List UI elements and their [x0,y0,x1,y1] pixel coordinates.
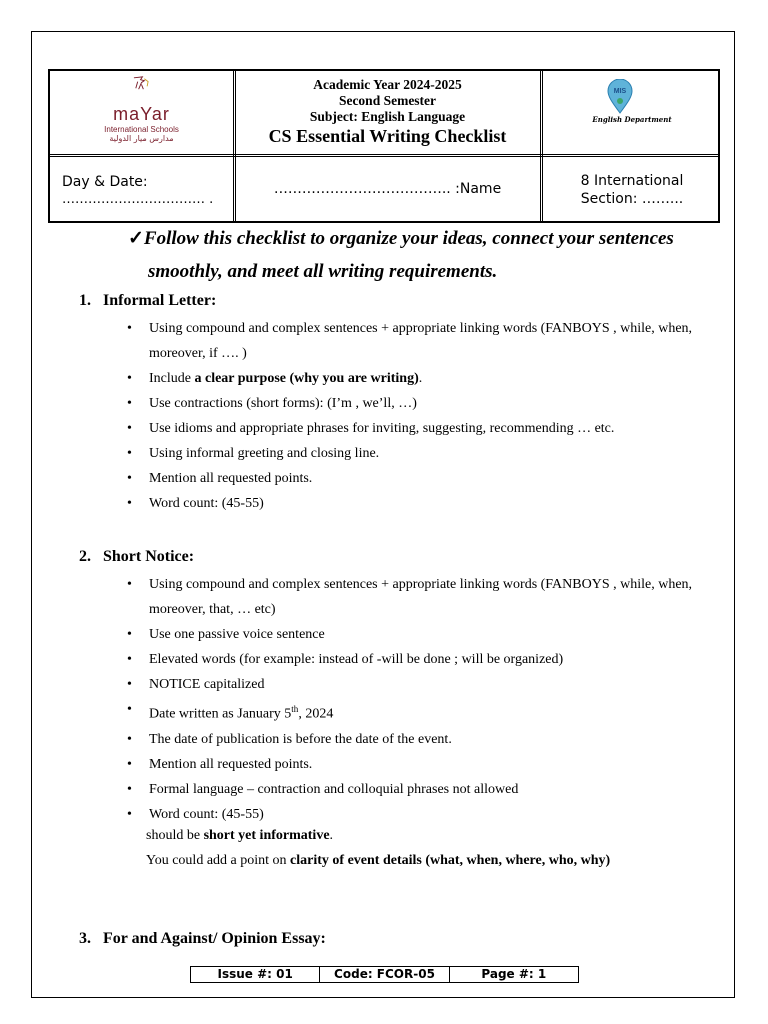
intro-text [128,222,738,288]
mis-badge-icon [605,79,635,115]
list-item: • Include a clear purpose (why you are writing). [127,366,717,391]
logo-arabic: مدارس ميار الدولية [109,134,174,143]
department-text: English Department [592,115,672,124]
short-notice-list [127,572,717,827]
logo-name: maYar [113,104,170,124]
name-field[interactable]: ……………………………….. :Name [273,181,502,197]
list-item: • Date written as January 5th, 2024 [127,697,717,727]
list-item: • Elevated words (for example: instead of -will be done ; will be organized) [127,647,717,672]
day-date-field[interactable] [50,157,233,221]
section-title: 2. Short Notice: [79,548,195,565]
list-item: • Word count: (45-55) [127,491,717,516]
list-item: • Use idioms and appropriate phrases for inviting, suggesting, recommending … etc. [127,416,717,441]
issue-number: Issue #: 01 [217,967,293,981]
title-block [234,71,541,155]
list-item: • Using compound and complex sentences + appropriate linking words (FANBOYS , while, when, moreover, if …. ) [127,316,717,366]
header-table [48,69,720,223]
footer-table [190,966,579,983]
page-number: Page #: 1 [449,967,578,982]
list-item: • Use contractions (short forms): (I’m , we’ll, …) [127,391,717,416]
list-item: • NOTICE capitalized [127,672,717,697]
list-item: • Mention all requested points. [127,466,717,491]
svg-text:MIS: MIS [613,88,627,95]
list-item: • Mention all requested points. [127,752,717,777]
section-line2: Section: ……... [580,191,684,207]
section-title: 1. Informal Letter: [79,292,217,309]
department-logo [544,71,720,155]
document-code: Code: FCOR-05 [319,967,448,982]
intro-line2: smoothly, and meet all writing requirements. [148,261,498,282]
document-title: CS Essential Writing Checklist [268,126,507,146]
section-line1: 8 International [580,173,684,189]
check-icon: ✓ [128,228,144,249]
section-title: 3. For and Against/ Opinion Essay: [79,930,326,947]
list-item: • Word count: (45-55) [127,802,717,827]
day-date-label: Day & Date: [62,174,148,190]
list-item: • Use one passive voice sentence [127,622,717,647]
logo-subtitle: International Schools [104,125,179,134]
section-field[interactable] [544,157,720,221]
academic-year: Academic Year 2024-2025 [313,77,462,92]
list-item: • Using compound and complex sentences + appropriate linking words (FANBOYS , while, when, moreover, that, … etc) [127,572,717,622]
note-line: You could add a point on clarity of event details (what, when, where, who, why) [146,853,611,868]
list-item: • Formal language – contraction and colloquial phrases not allowed [127,777,717,802]
semester: Second Semester [338,93,437,108]
day-date-blank: …………………………… . [62,192,214,207]
mayar-logo [50,71,233,155]
note-line: should be short yet informative. [146,828,334,843]
informal-letter-list [127,316,717,516]
list-item: • Using informal greeting and closing line. [127,441,717,466]
subject: Subject: English Language [309,109,466,124]
list-item: • The date of publication is before the date of the event. [127,727,717,752]
intro-line1: Follow this checklist to organize your ideas, connect your sentences [143,228,674,249]
